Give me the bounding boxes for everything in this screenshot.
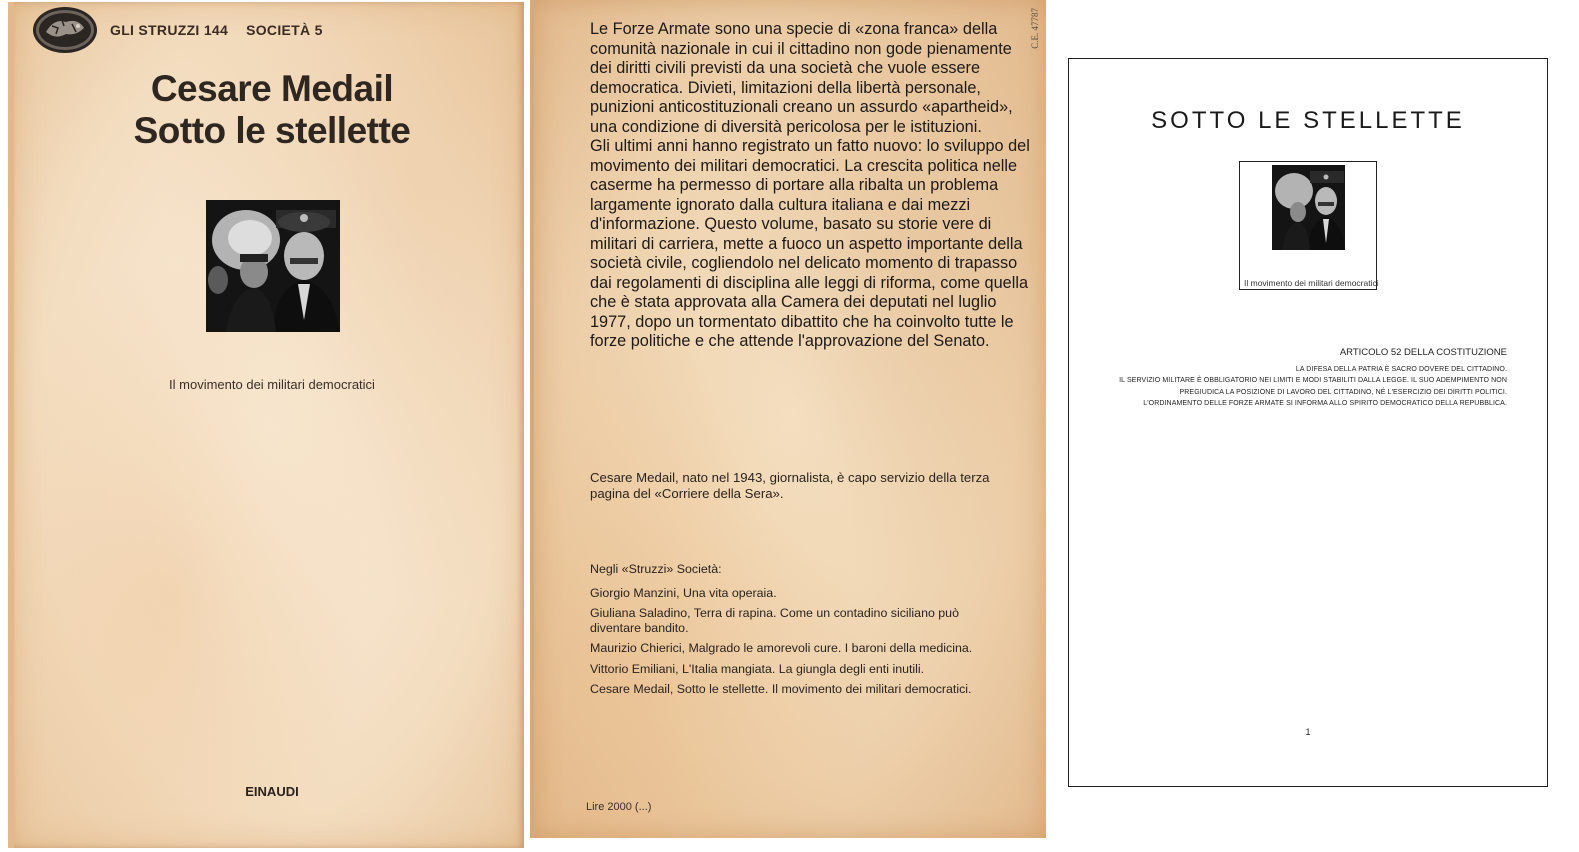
series-list-item: Maurizio Chierici, Malgrado le amorevoli cure. I baroni della medicina. [590,641,973,655]
back-cover [530,0,1046,838]
series-section: SOCIETÀ 5 [246,22,323,38]
article-line: LA DIFESA DELLA PATRIA È SACRO DOVERE DEL CITTADINO. [1295,366,1507,373]
image-caption: Il movimento dei militari democratici [1244,278,1379,288]
title-page [1068,58,1548,787]
article-line: PREGIUDICA LA POSIZIONE DI LAVORO DEL CITTADINO, NÉ L'ESERCIZIO DEI DIRITTI POLITICI. [1179,388,1507,396]
cover-photograph [206,200,340,332]
article-line: IL SERVIZIO MILITARE È OBBLIGATORIO NEI LIMITI E MODI STABILITI DALLA LEGGE. IL SUO ADEMPIMENTO NON [1119,377,1507,385]
title-page-photograph [1272,165,1345,250]
cover-author: Cesare Medail [150,68,394,109]
front-cover [8,2,524,848]
cover-title: Sotto le stellette [133,110,411,151]
article-line: L'ORDINAMENTO DELLE FORZE ARMATE SI INFORMA ALLO SPIRITO DEMOCRATICO DELLA REPUBBLICA. [1143,399,1507,407]
series-list-item: Giorgio Manzini, Una vita operaia. [590,585,777,600]
cover-subtitle: Il movimento dei militari democratici [169,377,375,392]
page-number: 1 [1305,727,1311,737]
series-label [110,22,323,38]
series-number: GLI STRUZZI 144 [110,22,229,38]
image-frame [1239,161,1377,290]
series-list-heading: Negli «Struzzi» Società: [590,562,722,576]
blurb-paragraph: Le Forze Armate sono una specie di «zona franca» della comunità nazionale in cui il cittadino non gode pienamente dei diritti civili previsti da una società che vuole essere democratica. Divieti, limitazioni della libertà personale, punizioni anticostituzionali creano un assurdo «apartheid», una condizione di diversità pericolosa per le istituzioni. [590,20,1013,136]
ostrich-logo-icon [32,6,98,54]
author-bio: Cesare Medail, nato nel 1943, giornalista, è capo servizio della terza pagina del «Corriere della Sera». [590,470,990,501]
article-text [1087,364,1507,409]
publisher-name: EINAUDI [245,784,299,799]
back-blurb [590,20,1030,352]
series-list [590,562,1010,703]
blurb-paragraph: Gli ultimi anni hanno registrato un fatto nuovo: lo sviluppo del movimento dei militari democratici. La crescita politica nelle caserme ha permesso di portare alla ribalta un problema largamente ignorato dalla cultura italiana e dai mezzi d'informazione. Questo volume, basato su storie vere di militari di carriera, mette a fuoco un aspetto importante della società civile, cogliendolo nel delicato momento di trapasso dai regolamenti di disciplina alle leggi di riforma, come quella che è stata approvata alla Camera dei deputati nel luglio 1977, dopo un tormentato dibattito che ha coinvolto tutte le forze politiche e che attende l'approvazione del Senato. [590,137,1030,350]
article-heading: ARTICOLO 52 DELLA COSTITUZIONE [1339,347,1507,358]
series-list-item: Cesare Medail, Sotto le stellette. Il movimento dei militari democratici. [590,682,972,696]
series-list-item: Giuliana Saladino, Terra di rapina. Come un contadino siciliano può diventare bandito. [590,606,959,635]
catalog-code: C.E. 47787 [1030,8,1040,49]
title-page-heading: SOTTO LE STELLETTE [1151,107,1465,134]
series-list-item: Vittorio Emiliani, L'Italia mangiata. La giungla degli enti inutili. [590,661,925,676]
price-label: Lire 2000 (...) [586,801,652,813]
